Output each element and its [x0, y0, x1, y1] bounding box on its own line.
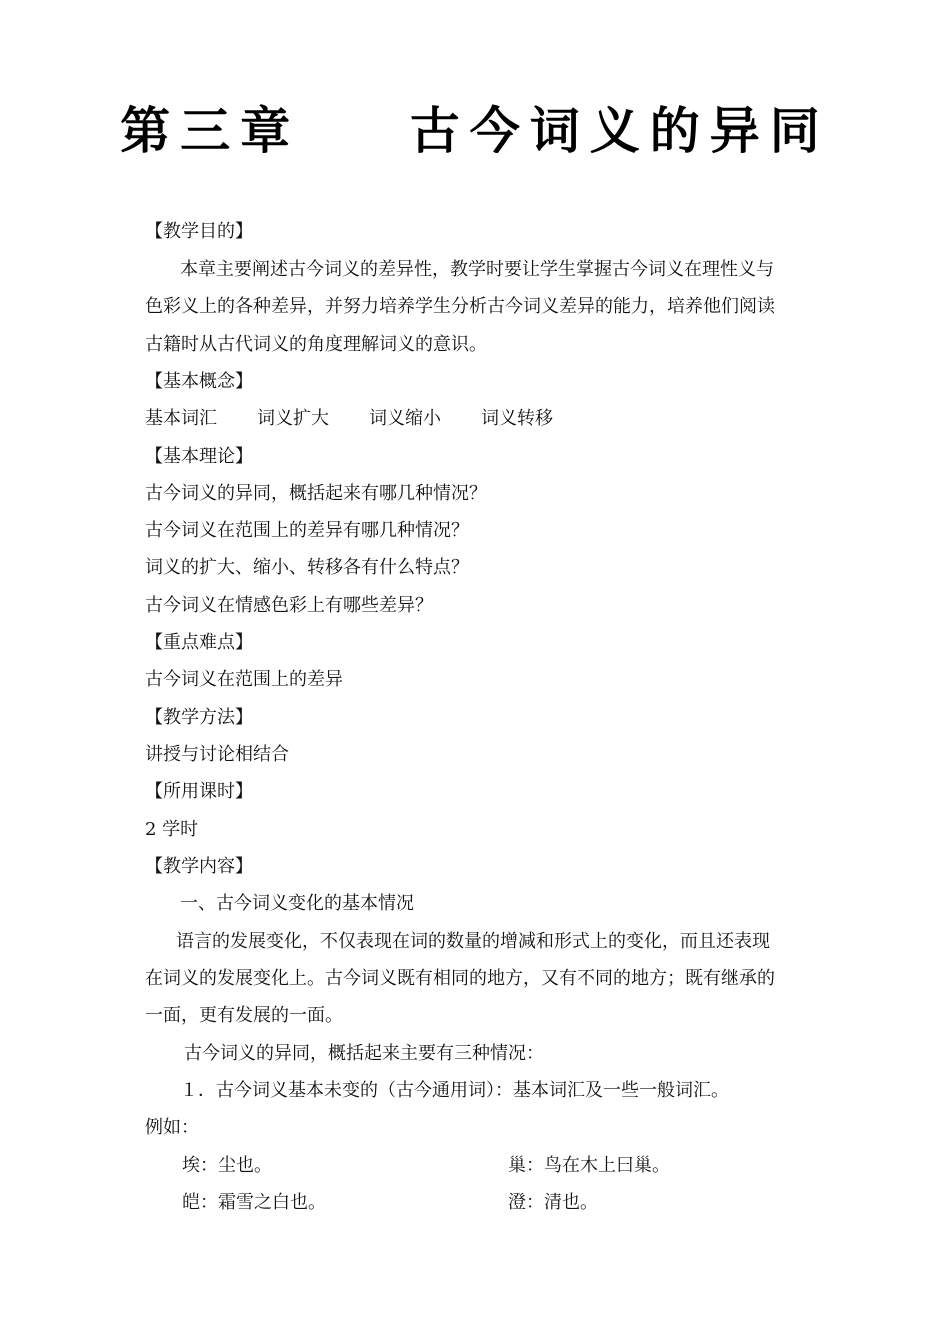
content-para2: 古今词义的异同，概括起来主要有三种情况：: [184, 1043, 544, 1064]
concept-item: 词义转移: [481, 408, 553, 429]
theory-line-3: 词义的扩大、缩小、转移各有什么特点？: [145, 557, 469, 578]
objective-heading: 【教学目的】: [145, 221, 253, 242]
concept-item: 词义缩小: [369, 408, 441, 429]
concepts-heading: 【基本概念】: [145, 371, 253, 392]
example-label: 例如：: [145, 1117, 199, 1138]
content-heading: 【教学内容】: [145, 856, 253, 877]
content-para1-line-2: 在词义的发展变化上。古今词义既有相同的地方，又有不同的地方；既有继承的: [145, 968, 775, 989]
example-entry: 巢：鸟在木上曰巢。: [508, 1155, 670, 1176]
example-entry: 皑：霜雪之白也。: [182, 1192, 326, 1213]
item-1: １．古今词义基本未变的（古今通用词）：基本词汇及一些一般词汇。: [180, 1080, 729, 1101]
example-entry: 澄：清也。: [508, 1192, 598, 1213]
objective-line-3: 古籍时从古代词义的角度理解词义的意识。: [145, 334, 487, 355]
objective-line-2: 色彩义上的各种差异，并努力培养学生分析古今词义差异的能力，培养他们阅读: [145, 296, 775, 317]
concepts-list: [145, 407, 593, 431]
method-heading: 【教学方法】: [145, 707, 253, 728]
hours-heading: 【所用课时】: [145, 781, 253, 802]
concept-item: 词义扩大: [257, 408, 329, 429]
content-subtitle: 一、古今词义变化的基本情况: [180, 893, 414, 914]
method-text: 讲授与讨论相结合: [145, 744, 289, 765]
hours-text: 2 学时: [145, 819, 199, 840]
theory-line-4: 古今词义在情感色彩上有哪些差异？: [145, 595, 433, 616]
theory-line-2: 古今词义在范围上的差异有哪几种情况？: [145, 520, 469, 541]
content-para1-line-1: 语言的发展变化，不仅表现在词的数量的增减和形式上的变化，而且还表现: [176, 931, 770, 952]
theory-line-1: 古今词义的异同，概括起来有哪几种情况？: [145, 483, 487, 504]
theory-heading: 【基本理论】: [145, 446, 253, 467]
concept-item: 基本词汇: [145, 408, 217, 429]
keypoints-heading: 【重点难点】: [145, 632, 253, 653]
keypoints-text: 古今词义在范围上的差异: [145, 669, 343, 690]
content-para1-line-3: 一面，更有发展的一面。: [145, 1005, 343, 1026]
objective-line-1: 本章主要阐述古今词义的差异性，教学时要让学生掌握古今词义在理性义与: [180, 259, 774, 280]
chapter-title: 第三章 古今词义的异同: [120, 101, 830, 160]
example-entry: 埃：尘也。: [182, 1155, 272, 1176]
